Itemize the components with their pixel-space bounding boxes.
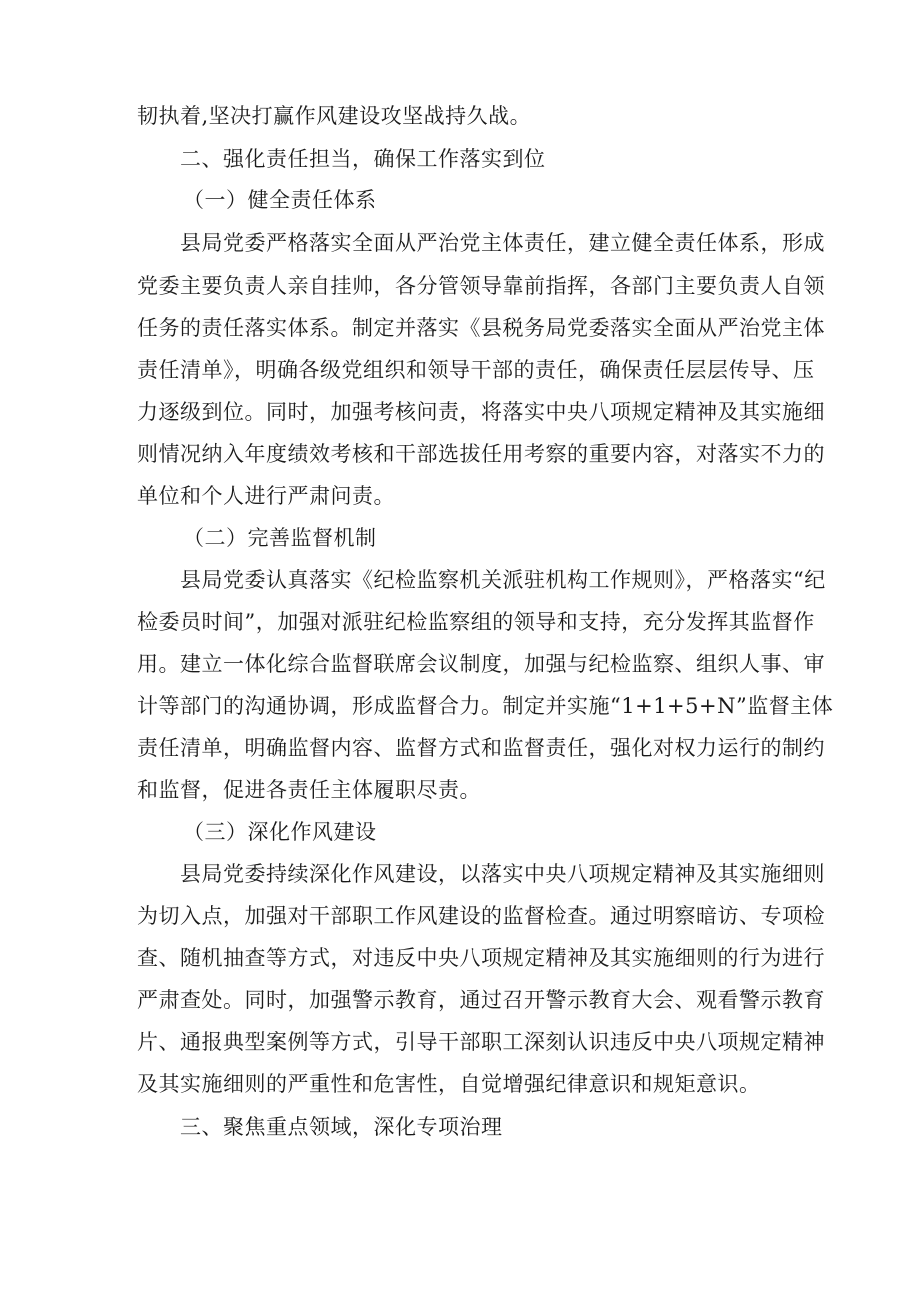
paragraph-line: 及其实施细则的严重性和危害性，自觉增强纪律意识和规矩意识。 (137, 1072, 761, 1096)
paragraph-line: 检委员时间”，加强对派驻纪检监察组的领导和支持，充分发挥其监督作 (137, 610, 815, 634)
paragraph-line: 责任清单》，明确各级党组织和领导干部的责任，确保责任层层传导、压 (137, 358, 815, 382)
subsection-heading-2-2: （二）完善监督机制 (183, 526, 377, 550)
paragraph-line: 党委主要负责人亲自挂帅，各分管领导靠前指挥，各部门主要负责人自领 (137, 274, 825, 298)
paragraph-line: 县局党委认真落实《纪检监察机关派驻机构工作规则》，严格落实“纪 (180, 568, 826, 592)
paragraph-line: 用。建立一体化综合监督联席会议制度，加强与纪检监察、组织人事、审 (137, 652, 825, 676)
section-heading-3: 三、聚焦重点领域，深化专项治理 (180, 1115, 503, 1139)
subsection-heading-2-1: （一）健全责任体系 (183, 188, 377, 212)
paragraph-line: 则情况纳入年度绩效考核和干部选拔任用考察的重要内容，对落实不力的 (137, 442, 825, 466)
paragraph-line: 县局党委持续深化作风建设，以落实中央八项规定精神及其实施细则 (180, 862, 825, 886)
paragraph-line: 和监督，促进各责任主体履职尽责。 (137, 778, 481, 802)
paragraph-line: 力逐级到位。同时，加强考核问责，将落实中央八项规定精神及其实施细 (137, 400, 825, 424)
paragraph-line: 严肃查处。同时，加强警示教育，通过召开警示教育大会、观看警示教育 (137, 988, 825, 1012)
paragraph-line: 计等部门的沟通协调，形成监督合力。制定并实施“1+1+5+N”监督主体 (137, 694, 834, 718)
paragraph-line: 单位和个人进行严肃问责。 (137, 484, 395, 508)
paragraph-line: 韧执着,坚决打赢作风建设攻坚战持久战。 (137, 104, 532, 128)
paragraph-line: 片、通报典型案例等方式，引导干部职工深刻认识违反中央八项规定精神 (137, 1030, 825, 1054)
paragraph-line: 查、随机抽查等方式，对违反中央八项规定精神及其实施细则的行为进行 (137, 946, 825, 970)
paragraph-line: 为切入点，加强对干部职工作风建设的监督检查。通过明察暗访、专项检 (137, 904, 825, 928)
subsection-heading-2-3: （三）深化作风建设 (183, 820, 377, 844)
paragraph-line: 责任清单，明确监督内容、监督方式和监督责任，强化对权力运行的制约 (137, 736, 825, 760)
section-heading-2: 二、强化责任担当，确保工作落实到位 (180, 147, 546, 171)
paragraph-line: 任务的责任落实体系。制定并落实《县税务局党委落实全面从严治党主体 (137, 316, 825, 340)
paragraph-line: 县局党委严格落实全面从严治党主体责任，建立健全责任体系，形成 (180, 231, 825, 255)
